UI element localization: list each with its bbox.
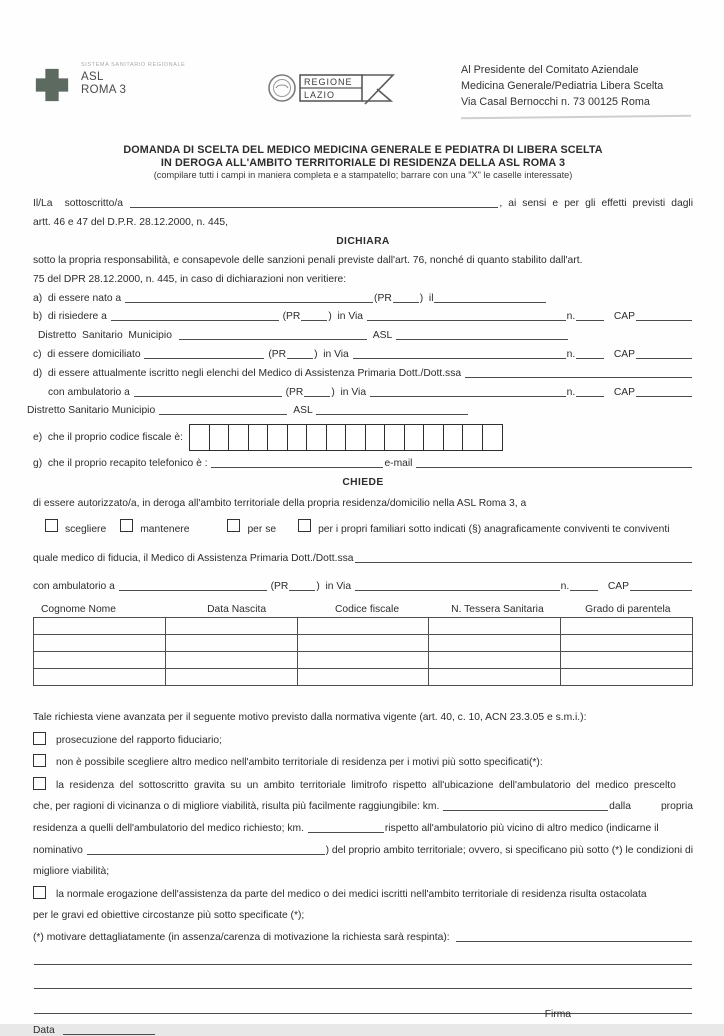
cf-box	[248, 424, 269, 451]
text-segment: nominativo	[33, 844, 86, 856]
blank-field	[159, 412, 287, 415]
reasons-section	[33, 710, 693, 1015]
blank-field	[287, 356, 313, 359]
form-line	[33, 799, 693, 812]
blank-field	[434, 300, 546, 303]
text-segment: CAP	[605, 386, 635, 398]
blank-field	[456, 939, 692, 942]
text-segment: (PR	[374, 292, 392, 304]
text-segment: di essere autorizzato/a, in deroga all'ambito territoriale della propria residenza/domicilio nella ASL Roma 3, a	[33, 498, 527, 510]
table-grid	[33, 617, 693, 686]
text-segment: migliore viabilità;	[33, 866, 110, 878]
cf-box	[228, 424, 249, 451]
text-segment: per se	[247, 524, 277, 536]
table-cell	[34, 618, 165, 634]
family-members-table	[33, 604, 693, 686]
text-segment: d) di essere attualmente iscritto negli elenchi del Medico di Assistenza Primaria Dott./Dott.ssa	[33, 367, 464, 379]
table-row	[34, 651, 692, 668]
text-segment: 75 del DPR 28.12.2000, n. 445, in caso di dichiarazioni non veritiere:	[33, 273, 347, 285]
text-segment: Il/La sottoscritto/a	[33, 198, 130, 210]
text-segment: (*) motivare dettagliatamente (in assenza/carenza di motivazione la richiesta sarà respinta):	[33, 931, 456, 943]
checkbox	[45, 519, 58, 532]
table-column-header: N. Tessera Sanitaria	[451, 604, 544, 616]
text-segment: (PR	[279, 311, 301, 323]
asl-name-line2: ROMA 3	[81, 84, 127, 97]
text-segment: quale medico di fiducia, il Medico di Assistenza Primaria Dott./Dott.ssa	[33, 553, 354, 565]
text-segment: a) di essere nato a	[33, 292, 125, 304]
cf-box	[462, 424, 483, 451]
text-segment: ) del proprio ambito territoriale; ovvero, si specificano più sotto (*) le condizioni di	[325, 844, 693, 856]
blank-field	[316, 412, 468, 415]
form-line	[33, 864, 693, 877]
blank-field	[443, 808, 608, 811]
table-cell	[297, 635, 429, 651]
recipient-line: Al Presidente del Comitato Aziendale	[461, 64, 639, 76]
blank-field	[636, 318, 692, 321]
table-cell	[560, 652, 692, 668]
text-segment: b) di risiedere a	[33, 311, 110, 323]
blank-field	[301, 318, 327, 321]
form-line	[33, 385, 693, 398]
text-segment: la normale erogazione dell'assistenza da parte del medico o dei medici iscritti nell'ambito territoriale di residenza risulta ostacolata	[56, 888, 647, 900]
signature-footer	[33, 1009, 693, 1036]
table-column-header: Grado di parentela	[585, 604, 671, 616]
cf-box	[404, 424, 425, 451]
text-segment: (PR	[282, 386, 304, 398]
text-segment: ASL	[367, 330, 395, 342]
table-cell	[297, 669, 429, 685]
blank-field	[576, 318, 604, 321]
blank-field	[179, 337, 367, 340]
form-line	[33, 579, 693, 592]
text-segment: ) in Via	[314, 349, 352, 361]
declaration-section	[27, 196, 693, 593]
asl-name-line1: ASL	[81, 71, 104, 83]
table-cell	[297, 652, 429, 668]
checkbox	[227, 519, 240, 532]
form-line	[33, 253, 693, 266]
blank-field	[576, 394, 604, 397]
text-segment: ) il	[419, 292, 434, 304]
text-segment: c) di essere domiciliato	[33, 349, 144, 361]
blank-field	[570, 588, 598, 591]
form-title-note: (compilare tutti i campi in maniera completa e a stampatello; barrare con una "X" le caselle interessate)	[153, 170, 573, 181]
text-segment: Distretto Sanitario Municipio	[38, 330, 178, 342]
form-line	[33, 234, 693, 247]
table-header-row	[33, 604, 693, 615]
date-blank-field	[63, 1032, 155, 1035]
form-line	[33, 754, 693, 768]
text-segment: mantenere	[140, 524, 190, 536]
table-cell	[165, 652, 297, 668]
blank-field	[134, 394, 282, 397]
table-cell	[165, 618, 297, 634]
text-segment: e-mail	[384, 458, 416, 470]
checkbox	[120, 519, 133, 532]
recipient-line: Via Casal Bernocchi n. 73 00125 Roma	[461, 96, 650, 109]
form-line	[33, 196, 693, 209]
regione-text: REGIONE	[304, 77, 353, 87]
form-line	[33, 908, 693, 921]
lazio-text: LAZIO	[304, 90, 336, 100]
form-line	[33, 215, 693, 228]
blank-field	[34, 962, 692, 965]
checkbox	[33, 777, 46, 790]
text-segment: sotto la propria responsabilità, e consapevole delle sanzioni penali previste dall'art. 76, nonché di quanto stabilito dall'art.	[33, 255, 583, 267]
blank-field	[308, 830, 384, 833]
text-segment: CAP	[605, 349, 635, 361]
blank-field	[289, 588, 315, 591]
blank-field	[87, 852, 325, 855]
recipient-address	[461, 62, 693, 118]
form-line	[33, 1001, 693, 1015]
page-header	[33, 0, 693, 120]
blank-field	[396, 337, 568, 340]
text-segment: n.	[566, 386, 576, 398]
table-column-header: Codice fiscale	[334, 604, 400, 616]
scan-artifact-line	[461, 114, 691, 118]
text-segment: CAP	[599, 581, 629, 593]
text-segment: non è possibile scegliere altro medico nell'ambito territoriale di residenza per i motivi più sotto specificati(*):	[56, 757, 543, 769]
table-cell	[428, 635, 560, 651]
form-line	[33, 710, 693, 723]
table-cell	[165, 635, 297, 651]
text-segment: per le gravi ed obiettive circostanze più sotto specificate (*);	[33, 910, 305, 922]
table-cell	[34, 635, 165, 651]
text-segment: Distretto Sanitario Municipio	[27, 405, 159, 417]
form-line	[33, 930, 693, 943]
table-cell	[34, 652, 165, 668]
table-cell	[34, 669, 165, 685]
cf-box	[189, 424, 210, 451]
cf-box	[287, 424, 308, 451]
form-line	[33, 732, 693, 746]
form-title-line2: IN DEROGA ALL'AMBITO TERRITORIALE DI RESIDENZA DELLA ASL ROMA 3	[160, 156, 566, 169]
table-cell	[560, 669, 692, 685]
codice-fiscale-boxes	[191, 424, 503, 451]
recipient-line: Medicina Generale/Pediatria Libera Scelta	[461, 80, 664, 93]
asl-logo-text	[81, 62, 185, 97]
blank-field	[465, 375, 692, 378]
blank-field	[130, 205, 498, 208]
text-segment: (PR	[267, 581, 289, 593]
blank-field	[576, 356, 604, 359]
checkbox	[33, 886, 46, 899]
form-line	[33, 952, 693, 966]
text-segment: n.	[566, 311, 576, 323]
text-segment: e) che il proprio codice fiscale è:	[33, 432, 186, 444]
text-segment: ) in Via	[331, 386, 369, 398]
blank-field	[393, 300, 419, 303]
table-row	[34, 618, 692, 634]
table-cell	[165, 669, 297, 685]
form-line	[33, 328, 693, 341]
form-line	[33, 347, 693, 360]
blank-field	[111, 318, 279, 321]
text-segment: dalla	[609, 801, 631, 813]
regione-lazio-logo	[267, 68, 405, 108]
table-column-header: Data Nascita	[207, 604, 267, 616]
blank-field	[636, 394, 692, 397]
table-cell	[428, 652, 560, 668]
text-segment: la residenza del sottoscritto gravita su un ambito territoriale limitrofo rispetto all'ubicazione dell'ambulatorio del medico prescelto	[56, 779, 676, 791]
text-segment: (PR	[265, 349, 287, 361]
text-segment: per i propri familiari sotto indicati (§) anagraficamente conviventi te conviventi	[318, 524, 670, 536]
text-segment: DICHIARA	[336, 236, 390, 248]
text-segment: artt. 46 e 47 del D.P.R. 28.12.2000, n. 445,	[33, 217, 229, 229]
blank-field	[119, 588, 267, 591]
text-segment: ) in Via	[328, 311, 366, 323]
form-line	[33, 422, 693, 453]
form-line	[33, 456, 693, 469]
text-segment: che, per ragioni di vicinanza o di migliore viabilità, risulta più facilmente raggiungibile: km.	[33, 801, 443, 813]
table-row	[34, 668, 692, 685]
asl-cross-icon	[33, 66, 71, 104]
blank-field	[125, 300, 373, 303]
table-cell	[428, 618, 560, 634]
form-line	[33, 843, 693, 856]
cf-box	[423, 424, 444, 451]
cf-box	[482, 424, 503, 451]
blank-field	[144, 356, 264, 359]
blank-field	[416, 465, 692, 468]
text-segment: n.	[566, 349, 576, 361]
asl-roma3-logo	[33, 62, 185, 104]
cf-box	[443, 424, 464, 451]
form-title-block	[33, 144, 693, 180]
checkbox	[33, 732, 46, 745]
blank-field	[355, 560, 693, 563]
blank-field	[355, 588, 560, 591]
blank-field	[630, 588, 692, 591]
form-line	[33, 777, 693, 791]
table-column-header: Cognome Nome	[41, 604, 116, 616]
form-line	[33, 366, 693, 379]
form-line	[33, 309, 693, 322]
text-segment: Tale richiesta viene avanzata per il seguente motivo previsto dalla normativa vigente (art. 40, c. 10, ACN 23.3.05 e s.m.i.):	[33, 712, 587, 724]
text-segment: g) che il proprio recapito telefonico è :	[33, 458, 211, 470]
date-label: Data	[33, 1025, 55, 1036]
form-line	[33, 475, 693, 488]
form-line	[33, 886, 693, 900]
blank-field	[304, 394, 330, 397]
table-cell	[297, 618, 429, 634]
text-segment: residenza a quelli dell'ambulatorio del medico richiesto; km.	[33, 823, 307, 834]
form-line	[33, 821, 693, 834]
form-title-line1: DOMANDA DI SCELTA DEL MEDICO MEDICINA GENERALE E PEDIATRA DI LIBERA SCELTA	[123, 144, 603, 156]
text-segment: CAP	[605, 311, 635, 323]
blank-field	[636, 356, 692, 359]
form-line	[27, 403, 693, 416]
text-segment: rispetto all'ambulatorio più vicino di altro medico (indicarne il	[384, 823, 659, 834]
blank-field	[353, 356, 566, 359]
text-segment: scegliere	[65, 524, 107, 536]
text-segment: con ambulatorio a	[33, 581, 118, 593]
table-cell	[560, 635, 692, 651]
blank-field	[211, 465, 383, 468]
text-segment: con ambulatorio a	[48, 386, 133, 398]
date-field-row	[33, 1025, 156, 1036]
cf-box	[345, 424, 366, 451]
cf-box	[326, 424, 347, 451]
signature-label: Firma	[544, 1009, 571, 1021]
checkbox	[33, 754, 46, 767]
text-segment: ) in Via	[316, 581, 354, 593]
cf-box	[267, 424, 288, 451]
form-line	[33, 496, 693, 509]
form-line	[33, 976, 693, 990]
text-segment: ASL	[288, 405, 316, 417]
blank-field	[34, 986, 692, 989]
asl-tagline: SISTEMA SANITARIO REGIONALE	[81, 62, 186, 68]
form-line	[33, 272, 693, 285]
text-segment: propria	[660, 801, 693, 813]
blank-field	[370, 394, 566, 397]
blank-field	[34, 1011, 692, 1014]
form-line	[33, 519, 693, 535]
cf-box	[384, 424, 405, 451]
text-segment: CHIEDE	[342, 477, 384, 489]
table-cell	[428, 669, 560, 685]
text-segment: n.	[560, 581, 570, 593]
table-row	[34, 634, 692, 651]
table-cell	[560, 618, 692, 634]
cf-box	[365, 424, 386, 451]
form-line	[33, 551, 693, 564]
text-segment: , ai sensi e per gli effetti previsti dagli	[499, 198, 693, 210]
checkbox	[298, 519, 311, 532]
cf-box	[209, 424, 230, 451]
cf-box	[306, 424, 327, 451]
text-segment: prosecuzione del rapporto fiduciario;	[56, 734, 222, 746]
blank-field	[367, 318, 566, 321]
form-line	[33, 291, 693, 304]
